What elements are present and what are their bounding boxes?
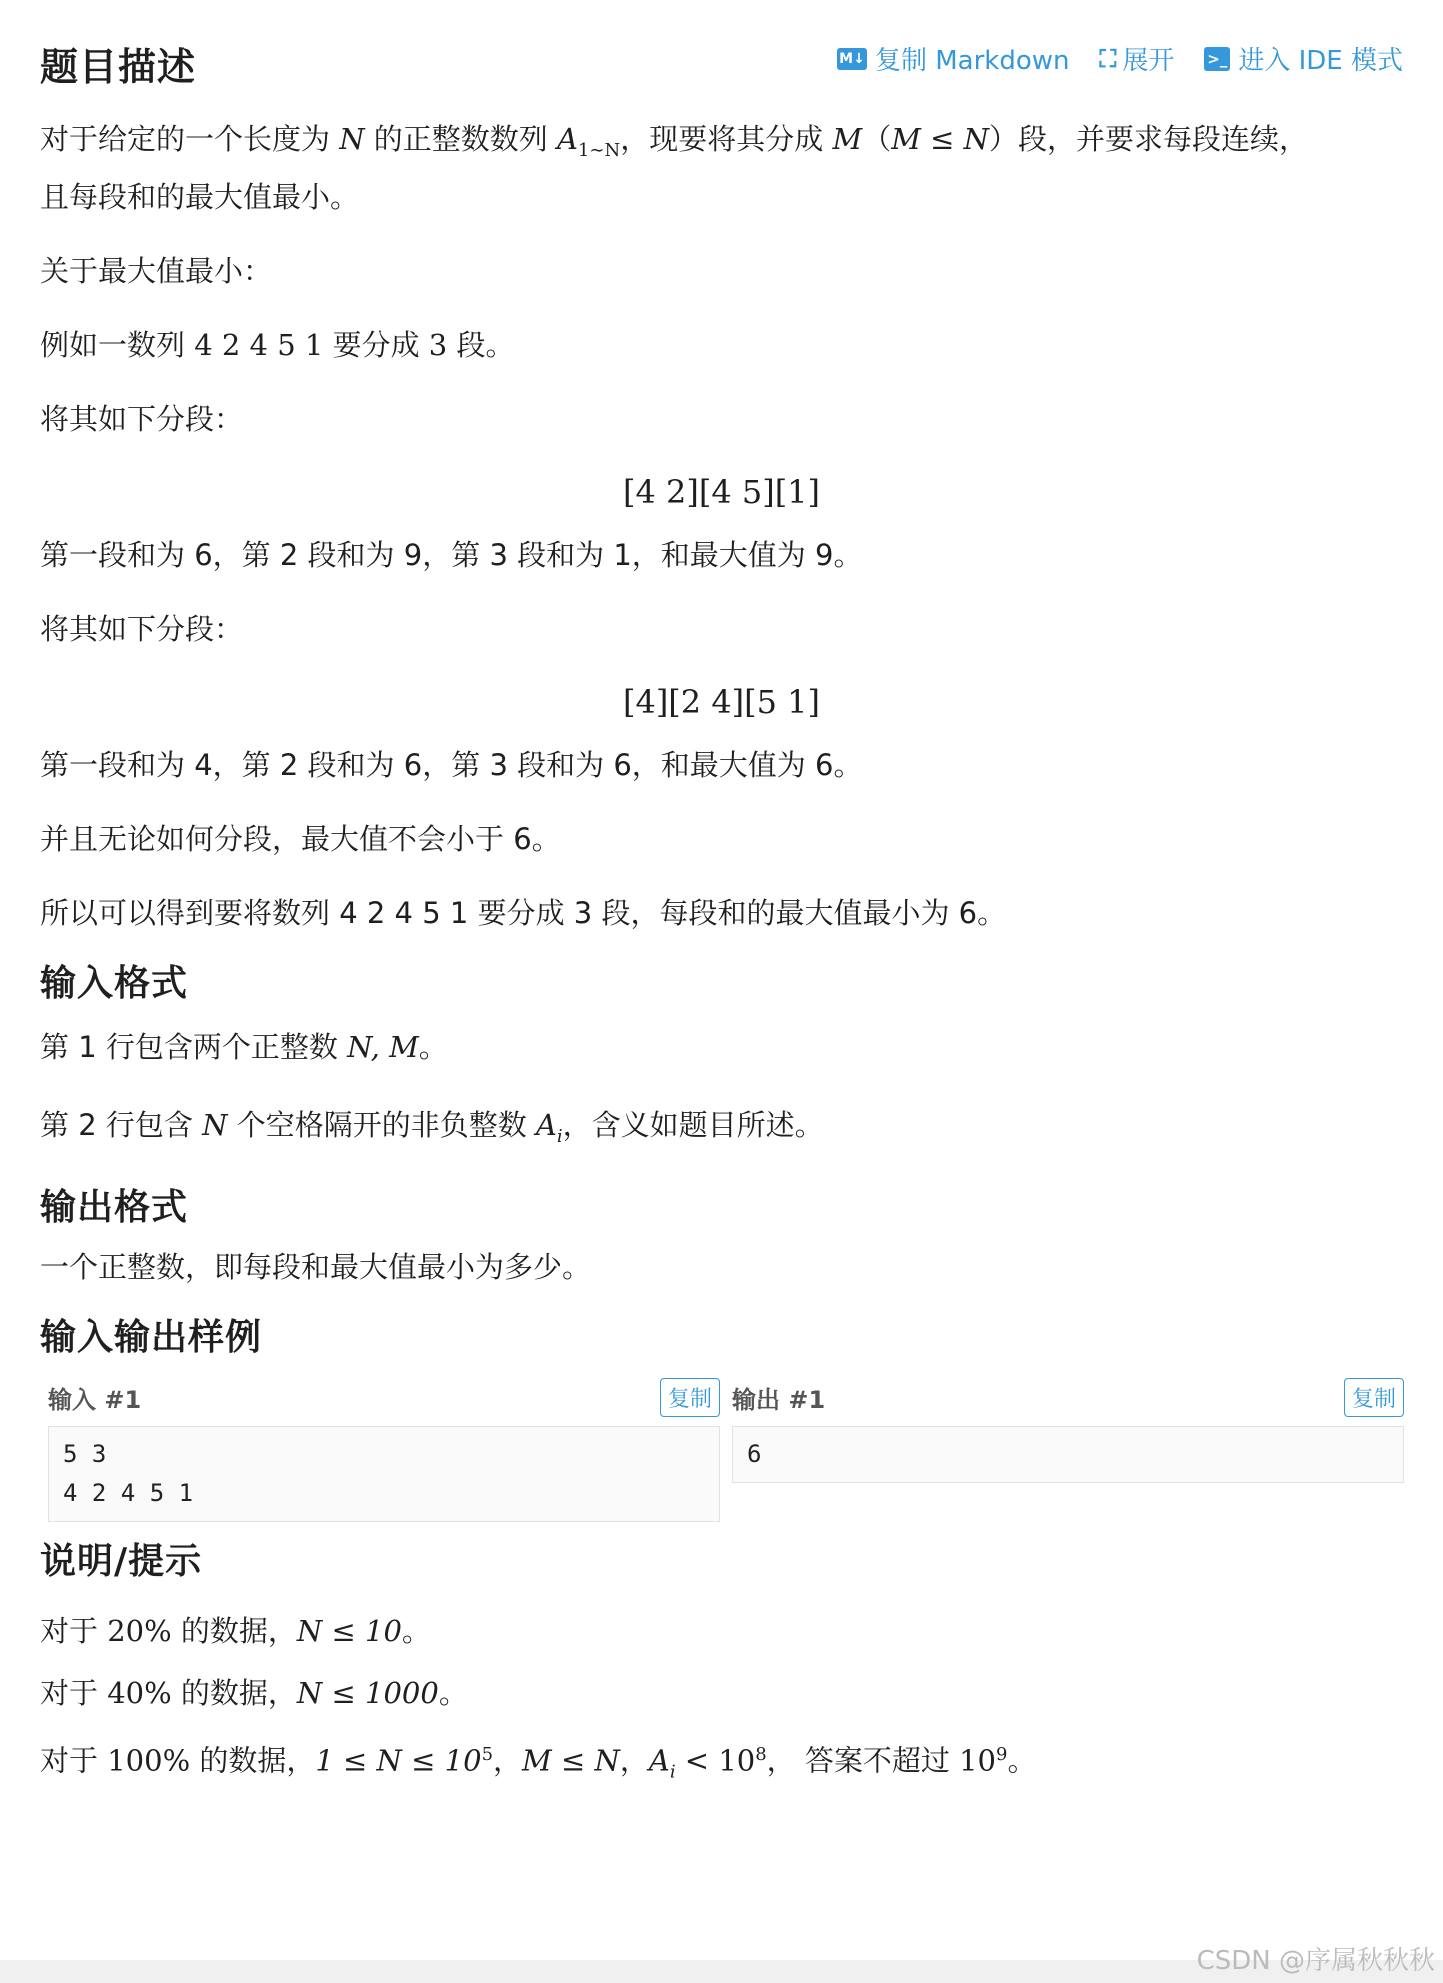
math-sub-range: 1∼N	[577, 139, 621, 161]
math-A: A	[557, 122, 578, 156]
text: 。	[1007, 1743, 1037, 1778]
math-sub-i: i	[556, 1125, 563, 1147]
math-constraint: 1 ≤ N ≤ 10	[315, 1743, 482, 1778]
text: 的数据，	[171, 1613, 297, 1648]
math-constraint: < 10	[675, 1743, 756, 1778]
description-paragraph-1-line-2: 且每段和的最大值最小。	[40, 179, 360, 214]
text: 第 2 行包含	[40, 1107, 203, 1142]
text: ， 答案不超过	[766, 1743, 960, 1778]
math-A: A	[535, 1107, 557, 1142]
text: 。	[418, 1029, 448, 1064]
section-title-output-format: 输出格式	[40, 1186, 189, 1228]
math-percent: 100%	[107, 1743, 191, 1778]
description-paragraph-6: 将其如下分段：	[40, 611, 244, 646]
samples-container	[48, 1374, 1404, 1522]
math-constraint: M ≤ N	[522, 1743, 620, 1778]
input-format-line-1	[40, 1024, 1403, 1070]
description-paragraph-9: 所以可以得到要将数列 4 2 4 5 1 要分成 3 段，每段和的最大值最小为 6。	[40, 895, 1007, 930]
math-percent: 20%	[107, 1613, 172, 1648]
math-N: N	[339, 122, 365, 156]
text: ，含义如题目所述。	[562, 1107, 824, 1142]
math-M: M	[891, 122, 921, 156]
section-title-samples: 输入输出样例	[40, 1316, 263, 1358]
description-paragraph-8: 并且无论如何分段，最大值不会小于 6。	[40, 821, 561, 856]
sample-input-header	[48, 1374, 720, 1422]
description-paragraph-5: 第一段和为 6，第 2 段和为 9，第 3 段和为 1，和最大值为 9。	[40, 537, 863, 572]
math-sub-i: i	[669, 1761, 676, 1783]
math-constraint: N ≤ 1000	[296, 1675, 439, 1710]
sample-input-code[interactable]	[48, 1426, 720, 1522]
hint-line-2	[40, 1670, 1403, 1716]
math-number: 3	[428, 327, 448, 362]
math-N-M: N, M	[347, 1029, 419, 1064]
text: ，现要将其分成	[620, 122, 833, 156]
sample-output-label: 输出 #1	[732, 1386, 826, 1415]
expand-label: 展开	[1122, 46, 1175, 76]
section-title-hints: 说明/提示	[40, 1540, 203, 1582]
sample-input	[48, 1374, 720, 1522]
description-paragraph-3	[40, 322, 1403, 368]
code-line: 6	[747, 1439, 762, 1468]
text: ）段，并要求每段连续，	[989, 122, 1309, 156]
text: （	[862, 122, 892, 156]
text: 的数据，	[190, 1743, 316, 1778]
sample-output-code[interactable]	[732, 1426, 1404, 1483]
text: ，	[493, 1743, 523, 1778]
formula-2: [4][2 4][5 1]	[622, 682, 821, 721]
sample-output	[732, 1374, 1404, 1522]
ide-mode-label: 进入 IDE 模式	[1238, 46, 1403, 76]
csdn-watermark: CSDN @序属秋秋秋	[1196, 1946, 1435, 1976]
text: 段。	[447, 327, 515, 362]
math-exponent: 8	[755, 1743, 767, 1765]
text: 的正整数数列	[364, 122, 558, 156]
input-format-line-2	[40, 1102, 1403, 1160]
description-paragraph-4: 将其如下分段：	[40, 401, 244, 436]
text: 的数据，	[171, 1675, 297, 1710]
copy-markdown-label: 复制 Markdown	[874, 46, 1070, 76]
description-paragraph-2: 关于最大值最小：	[40, 253, 273, 288]
ide-mode-button[interactable]	[1204, 40, 1403, 77]
header-actions	[837, 40, 1403, 77]
section-title-description: 题目描述	[40, 45, 197, 89]
text: 个空格隔开的非负整数	[227, 1107, 536, 1142]
sample-output-header	[732, 1374, 1404, 1422]
code-line: 5 3	[63, 1439, 107, 1468]
sample-input-label: 输入 #1	[48, 1386, 142, 1415]
text: 对于	[40, 1675, 108, 1710]
code-line: 4 2 4 5 1	[63, 1478, 194, 1507]
description-paragraph-1	[40, 116, 1403, 174]
math-percent: 40%	[107, 1675, 172, 1710]
math-N: N	[202, 1107, 228, 1142]
text: 例如一数列	[40, 327, 195, 362]
hint-line-3	[40, 1732, 1403, 1795]
copy-markdown-button[interactable]	[837, 40, 1070, 77]
text: 对于给定的一个长度为	[40, 122, 340, 156]
expand-icon: ⛶	[1099, 44, 1115, 73]
math-M: M	[832, 122, 863, 156]
text: 对于	[40, 1743, 108, 1778]
text: ，	[619, 1743, 649, 1778]
math-N: N	[963, 122, 990, 156]
output-format-line-1: 一个正整数，即每段和最大值最小为多少。	[40, 1249, 592, 1284]
description-body	[40, 116, 1403, 936]
math-A: A	[648, 1743, 670, 1778]
math-exponent: 9	[996, 1743, 1008, 1765]
description-paragraph-7: 第一段和为 4，第 2 段和为 6，第 3 段和为 6，和最大值为 6。	[40, 747, 863, 782]
copy-output-button[interactable]: 复制	[1344, 1378, 1404, 1417]
math-leq: ≤	[920, 122, 964, 156]
text: 。	[401, 1613, 431, 1648]
text: 第 1 行包含两个正整数	[40, 1029, 348, 1064]
text: 对于	[40, 1613, 108, 1648]
formula-1: [4 2][4 5][1]	[622, 472, 821, 511]
section-title-input-format: 输入格式	[40, 962, 189, 1004]
copy-input-button[interactable]: 复制	[660, 1378, 720, 1417]
math-sequence: 4 2 4 5 1	[194, 327, 324, 362]
terminal-icon: >_	[1204, 47, 1230, 71]
expand-button[interactable]	[1100, 40, 1175, 77]
math-exponent: 5	[481, 1743, 494, 1765]
hint-line-1	[40, 1608, 1403, 1654]
math-number: 10	[959, 1743, 997, 1778]
text: 要分成	[323, 327, 429, 362]
markdown-icon: M↓	[837, 48, 867, 70]
math-constraint: N ≤ 10	[296, 1613, 402, 1648]
text: 。	[438, 1675, 468, 1710]
problem-header	[40, 0, 1403, 120]
